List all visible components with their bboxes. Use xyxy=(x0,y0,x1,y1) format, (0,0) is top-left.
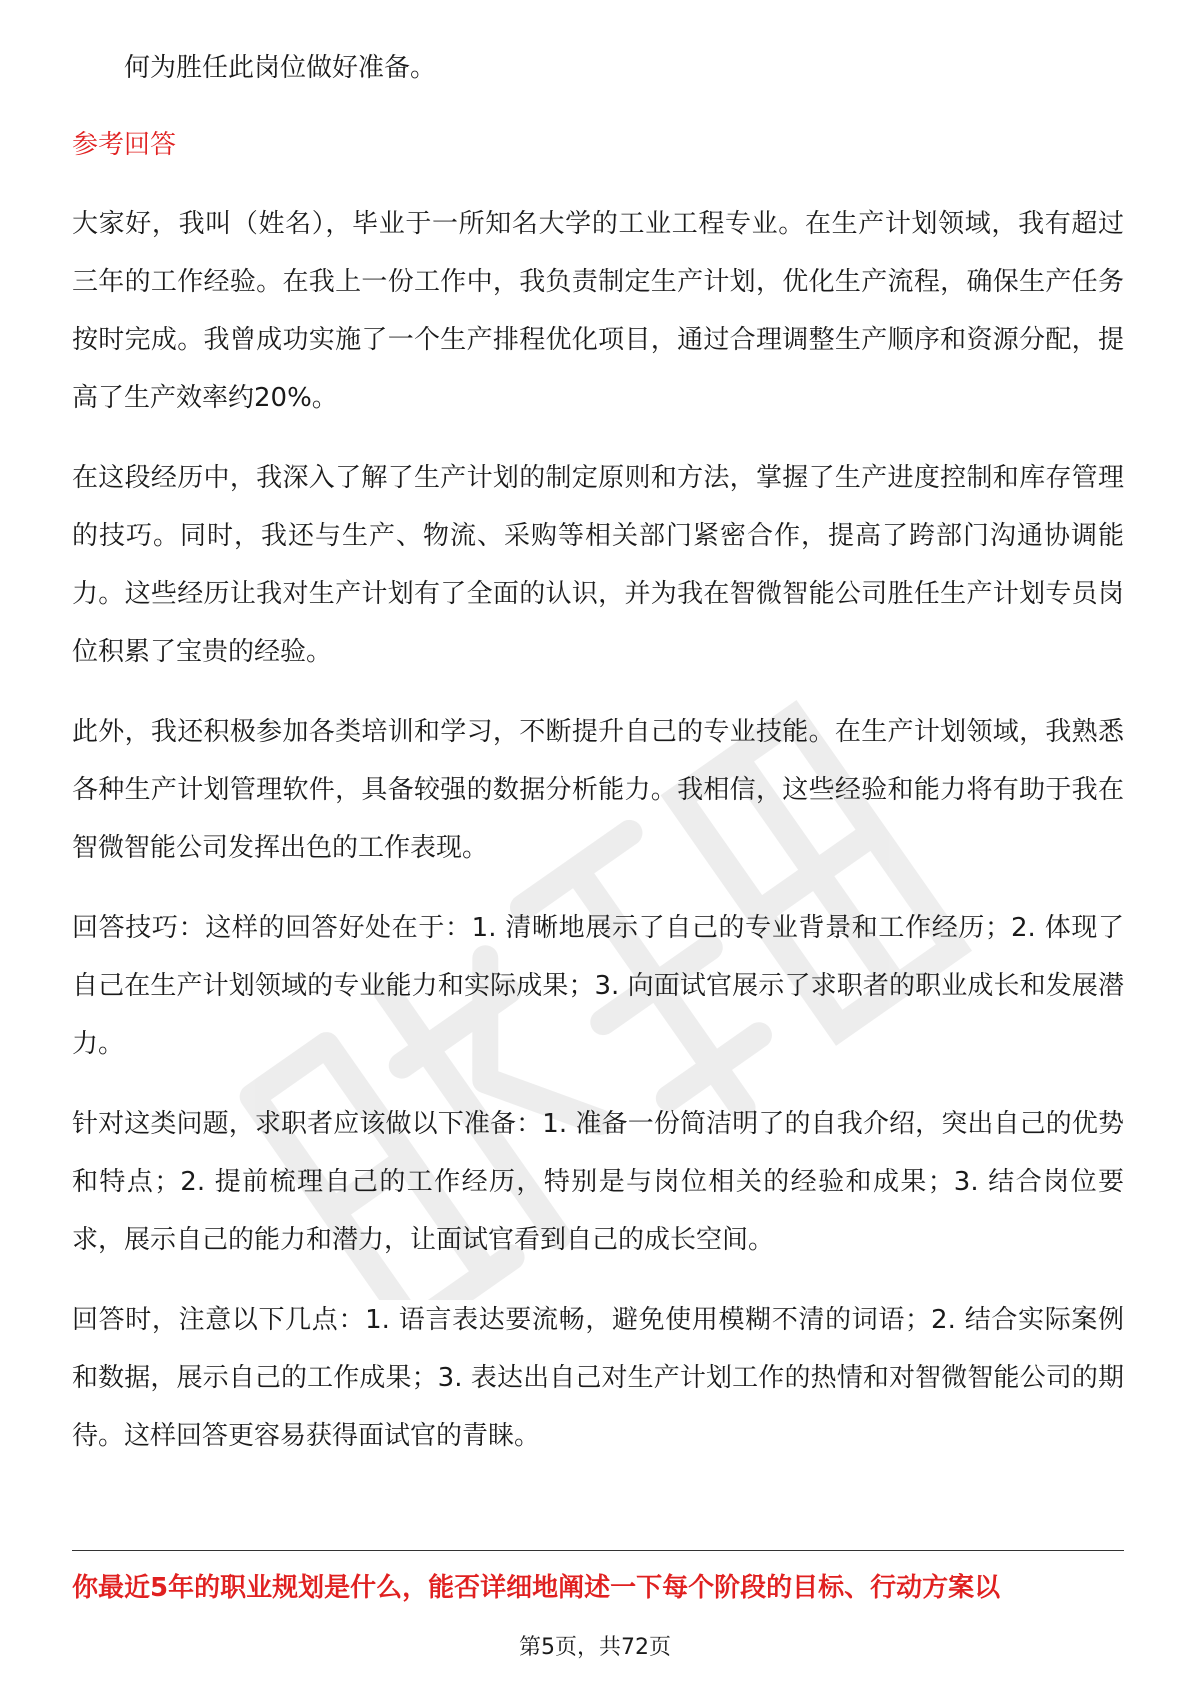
reference-answer-heading: 参考回答 xyxy=(72,130,177,160)
answer-paragraph-intro: 大家好，我叫（姓名），毕业于一所知名大学的工业工程专业。在生产计划领域，我有超过三年的工作经验。在我上一份工作中，我负责制定生产计划，优化生产流程，确保生产任务按时完成。我曾成功实施了一个生产排程优化项目，通过合理调整生产顺序和资源分配，提高了生产效率约20%。 xyxy=(72,209,1124,413)
section-divider xyxy=(72,1550,1124,1551)
attention-points-paragraph: 回答时，注意以下几点：1. 语言表达要流畅，避免使用模糊不清的词语；2. 结合实际案例和数据，展示自己的工作成果；3. 表达出自己对生产计划工作的热情和对智微智能公司的期待。这样回答更容易获得面试官的青睐。 xyxy=(72,1305,1124,1451)
preparation-paragraph: 针对这类问题，求职者应该做以下准备：1. 准备一份简洁明了的自我介绍，突出自己的优势和特点；2. 提前梳理自己的工作经历，特别是与岗位相关的经验和成果；3. 结合岗位要求，展示自己的能力和潜力，让面试官看到自己的成长空间。 xyxy=(72,1109,1124,1255)
next-question-title: 你最近5年的职业规划是什么，能否详细地阐述一下每个阶段的目标、行动方案以 xyxy=(72,1573,1001,1603)
answer-tips-paragraph: 回答技巧：这样的回答好处在于：1. 清晰地展示了自己的专业背景和工作经历；2. 体现了自己在生产计划领域的专业能力和实际成果；3. 向面试官展示了求职者的职业成长和发展潜力。 xyxy=(72,913,1124,1059)
answer-paragraph-skills: 此外，我还积极参加各类培训和学习，不断提升自己的专业技能。在生产计划领域，我熟悉各种生产计划管理软件，具备较强的数据分析能力。我相信，这些经验和能力将有助于我在智微智能公司发挥出色的工作表现。 xyxy=(72,717,1124,863)
answer-body xyxy=(72,195,1124,1487)
continued-question-line: 何为胜任此岗位做好准备。 xyxy=(124,53,437,83)
page-number: 第5页，共72页 xyxy=(519,1635,671,1660)
answer-paragraph-experience: 在这段经历中，我深入了解了生产计划的制定原则和方法，掌握了生产进度控制和库存管理的技巧。同时，我还与生产、物流、采购等相关部门紧密合作，提高了跨部门沟通协调能力。这些经历让我对生产计划有了全面的认识，并为我在智微智能公司胜任生产计划专员岗位积累了宝贵的经验。 xyxy=(72,463,1124,667)
